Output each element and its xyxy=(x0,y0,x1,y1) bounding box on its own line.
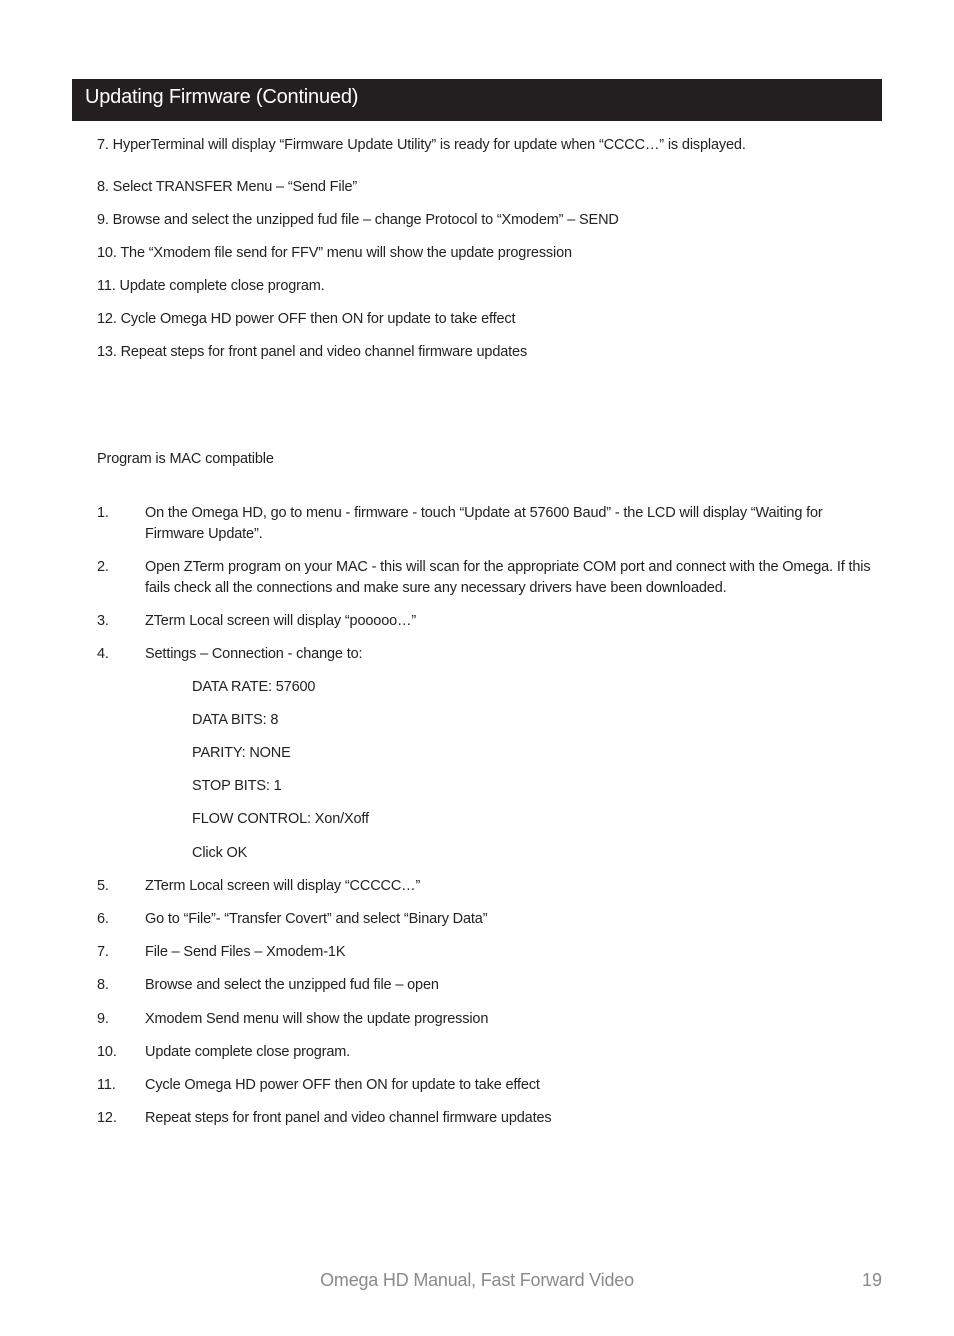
page-number: 19 xyxy=(862,1270,883,1290)
mac-step-text: ZTerm Local screen will display “CCCCC…” xyxy=(145,878,421,894)
hyperterminal-step: 8. Select TRANSFER Menu – “Send File” xyxy=(97,179,358,195)
mac-step-text: Update complete close program. xyxy=(145,1044,351,1060)
mac-step-number: 7. xyxy=(97,944,109,960)
mac-step-number: 4. xyxy=(97,646,109,662)
hyperterminal-step: 7. HyperTerminal will display “Firmware Update Utility” is ready for update when “CCCC…” is displayed. xyxy=(97,137,746,153)
mac-intro: Program is MAC compatible xyxy=(97,451,274,467)
footer-title: Omega HD Manual, Fast Forward Video xyxy=(320,1270,634,1290)
mac-step-number: 8. xyxy=(97,977,109,993)
connection-setting: Click OK xyxy=(192,845,248,861)
mac-step-text: Browse and select the unzipped fud file – open xyxy=(145,977,439,993)
connection-setting: DATA BITS: 8 xyxy=(192,712,279,728)
mac-step-number: 11. xyxy=(97,1077,116,1093)
mac-step-text: Go to “File”- “Transfer Covert” and select “Binary Data” xyxy=(145,911,488,927)
mac-step-text: Repeat steps for front panel and video channel firmware updates xyxy=(145,1110,552,1126)
connection-setting: DATA RATE: 57600 xyxy=(192,679,316,695)
mac-step-number: 9. xyxy=(97,1011,109,1027)
connection-setting: PARITY: NONE xyxy=(192,745,291,761)
mac-step-number: 5. xyxy=(97,878,109,894)
mac-step-number: 12. xyxy=(97,1110,117,1126)
mac-step-number: 10. xyxy=(97,1044,117,1060)
mac-step-text: ZTerm Local screen will display “pooooo…” xyxy=(145,613,417,629)
connection-setting: FLOW CONTROL: Xon/Xoff xyxy=(192,811,369,827)
section-header xyxy=(72,79,882,121)
mac-step-number: 1. xyxy=(97,505,109,521)
mac-step-number: 2. xyxy=(97,559,109,575)
section-title: Updating Firmware (Continued) xyxy=(85,86,359,108)
mac-step-number: 6. xyxy=(97,911,109,927)
mac-step-text: On the Omega HD, go to menu - firmware - touch “Update at 57600 Baud” - the LCD will display “Waiting for Firmware Update”. xyxy=(145,505,823,542)
mac-step-text: File – Send Files – Xmodem-1K xyxy=(145,944,346,960)
hyperterminal-step: 13. Repeat steps for front panel and video channel firmware updates xyxy=(97,344,528,360)
mac-step-text: Cycle Omega HD power OFF then ON for update to take effect xyxy=(145,1077,540,1093)
hyperterminal-step: 9. Browse and select the unzipped fud file – change Protocol to “Xmodem” – SEND xyxy=(97,212,619,228)
mac-step-number: 3. xyxy=(97,613,109,629)
mac-step-text: Open ZTerm program on your MAC - this will scan for the appropriate COM port and connect with the Omega. If this fails check all the connections and make sure any necessary drivers have been downloaded. xyxy=(145,559,871,596)
mac-step-text: Xmodem Send menu will show the update progression xyxy=(145,1011,489,1027)
hyperterminal-step: 10. The “Xmodem file send for FFV” menu will show the update progression xyxy=(97,245,572,261)
connection-setting: STOP BITS: 1 xyxy=(192,778,282,794)
hyperterminal-step: 12. Cycle Omega HD power OFF then ON for update to take effect xyxy=(97,311,516,327)
hyperterminal-step: 11. Update complete close program. xyxy=(97,278,325,294)
mac-step-text: Settings – Connection - change to: xyxy=(145,646,363,662)
